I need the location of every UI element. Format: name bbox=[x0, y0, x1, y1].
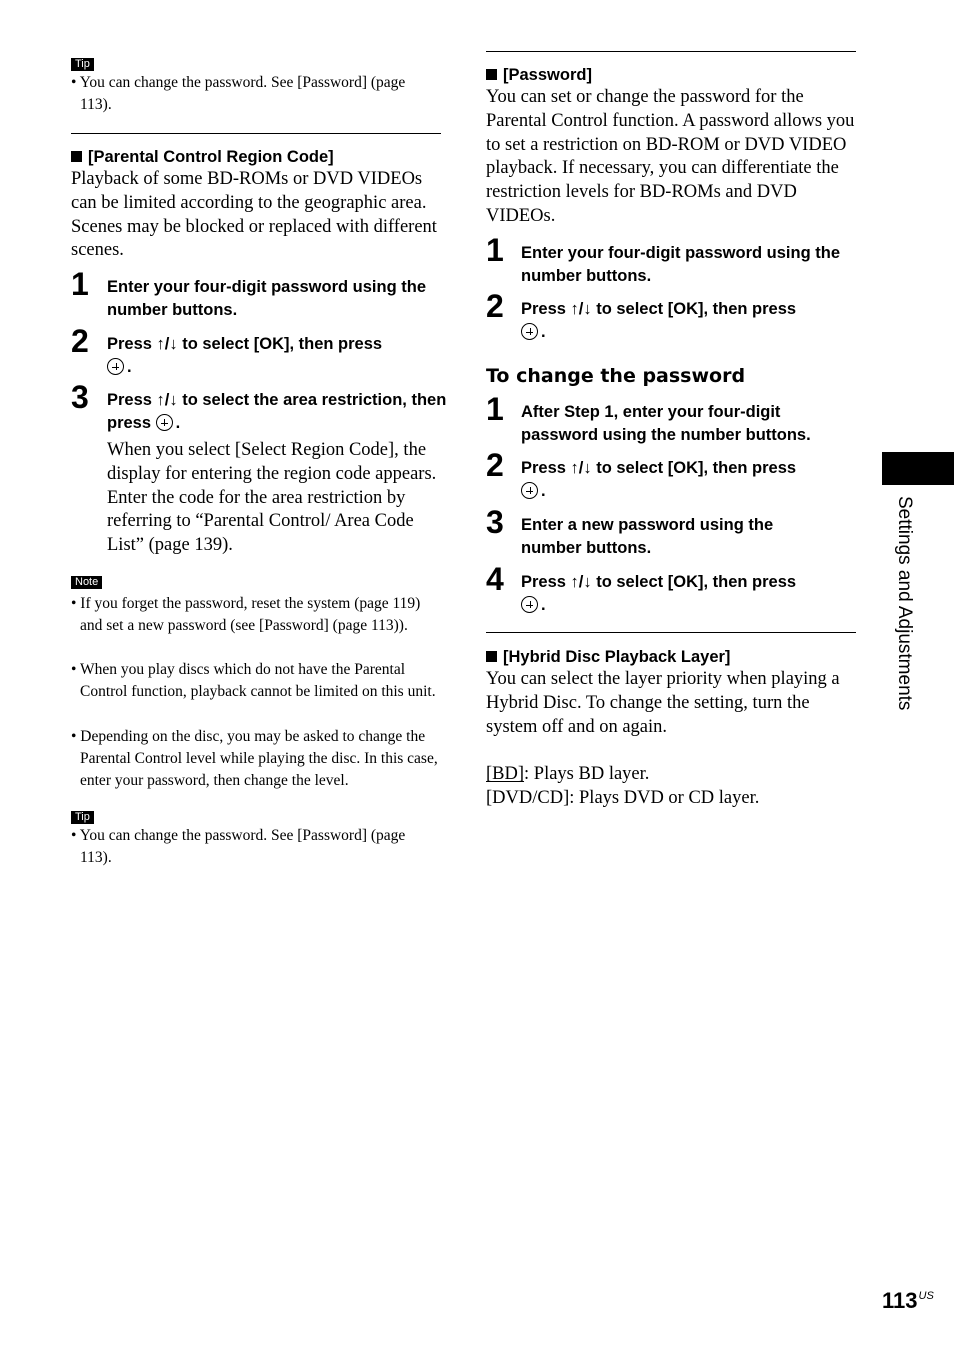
section-heading-hybrid-disc: [Hybrid Disc Playback Layer] bbox=[486, 647, 730, 667]
side-tab-label: Settings and Adjustments bbox=[894, 496, 915, 711]
section-body: You can select the layer priority when playing a Hybrid Disc. To change the setting, turn the system off and on again. bbox=[486, 669, 840, 737]
enter-button-icon bbox=[107, 358, 124, 375]
option-bd: [BD]: Plays BD layer. bbox=[486, 764, 650, 784]
note-bullet: • If you forget the password, reset the system (page 119) and set a new password (see [Password] (page 113)). bbox=[71, 595, 421, 634]
step-number: 1 bbox=[71, 266, 89, 302]
note-label: Note bbox=[71, 576, 102, 589]
subheading-change-password: To change the password bbox=[486, 365, 746, 387]
enter-button-icon bbox=[156, 414, 173, 431]
note-bullet: • When you play discs which do not have the Parental Control function, playback cannot be limited on this unit. bbox=[71, 661, 436, 700]
note-bullet: • Depending on the disc, you may be asked to change the Parental Control level while playing the disc. In this case, enter your password, then change the level. bbox=[71, 728, 438, 789]
step-text: Press ↑/↓ to select [OK], then press . bbox=[521, 459, 797, 500]
step-number: 2 bbox=[486, 288, 504, 324]
enter-button-icon bbox=[521, 596, 538, 613]
step-number: 2 bbox=[486, 447, 504, 483]
step-text: After Step 1, enter your four-digit password using the number buttons. bbox=[521, 403, 811, 444]
square-bullet-icon bbox=[486, 651, 497, 662]
section-divider bbox=[486, 51, 856, 52]
step-text: Enter your four-digit password using the number buttons. bbox=[107, 278, 427, 319]
section-body: You can set or change the password for the Parental Control function. A password allows you to set a restriction on BD-ROM or DVD VIDEO playback. If necessary, you can differentiate the restriction levels for BD-ROMs and DVD VIDEOs. bbox=[486, 87, 855, 226]
section-divider bbox=[486, 632, 856, 633]
side-tab-marker bbox=[882, 452, 954, 485]
section-heading-region-code: [Parental Control Region Code] bbox=[71, 147, 334, 167]
option-dvd-cd: [DVD/CD]: Plays DVD or CD layer. bbox=[486, 788, 760, 808]
step-number: 1 bbox=[486, 391, 504, 427]
step-number: 3 bbox=[71, 379, 89, 415]
tip-bullet: • You can change the password. See [Password] (page 113). bbox=[71, 827, 406, 866]
step-text: Enter a new password using the number buttons. bbox=[521, 516, 774, 557]
step-number: 3 bbox=[486, 504, 504, 540]
step-text: Press ↑/↓ to select [OK], then press . bbox=[521, 573, 797, 614]
square-bullet-icon bbox=[71, 151, 82, 162]
step-number: 4 bbox=[486, 561, 504, 597]
enter-button-icon bbox=[521, 323, 538, 340]
section-body: Playback of some BD-ROMs or DVD VIDEOs can be limited according to the geographic area. Scenes may be blocked or replaced with different scenes. bbox=[71, 169, 437, 261]
tip-label: Tip bbox=[71, 58, 94, 71]
step-text: Press ↑/↓ to select [OK], then press . bbox=[107, 335, 383, 376]
tip-label: Tip bbox=[71, 811, 94, 824]
square-bullet-icon bbox=[486, 69, 497, 80]
step-number: 2 bbox=[71, 323, 89, 359]
step-text: Press ↑/↓ to select [OK], then press . bbox=[521, 300, 797, 341]
step-detail: When you select [Select Region Code], the display for entering the region code appears. Enter the code for the area restriction by referring to “Parental Control/ Area Code List” (page 139). bbox=[107, 440, 437, 556]
step-number: 1 bbox=[486, 232, 504, 268]
step-text: Press ↑/↓ to select the area restriction, then press . bbox=[107, 391, 447, 432]
page-number: $113^{US}$ bbox=[882, 1288, 934, 1313]
section-heading-password: [Password] bbox=[486, 65, 592, 85]
enter-button-icon bbox=[521, 482, 538, 499]
section-divider bbox=[71, 133, 441, 134]
tip-bullet: • You can change the password. See [Password] (page 113). bbox=[71, 74, 406, 113]
step-text: Enter your four-digit password using the number buttons. bbox=[521, 244, 841, 285]
